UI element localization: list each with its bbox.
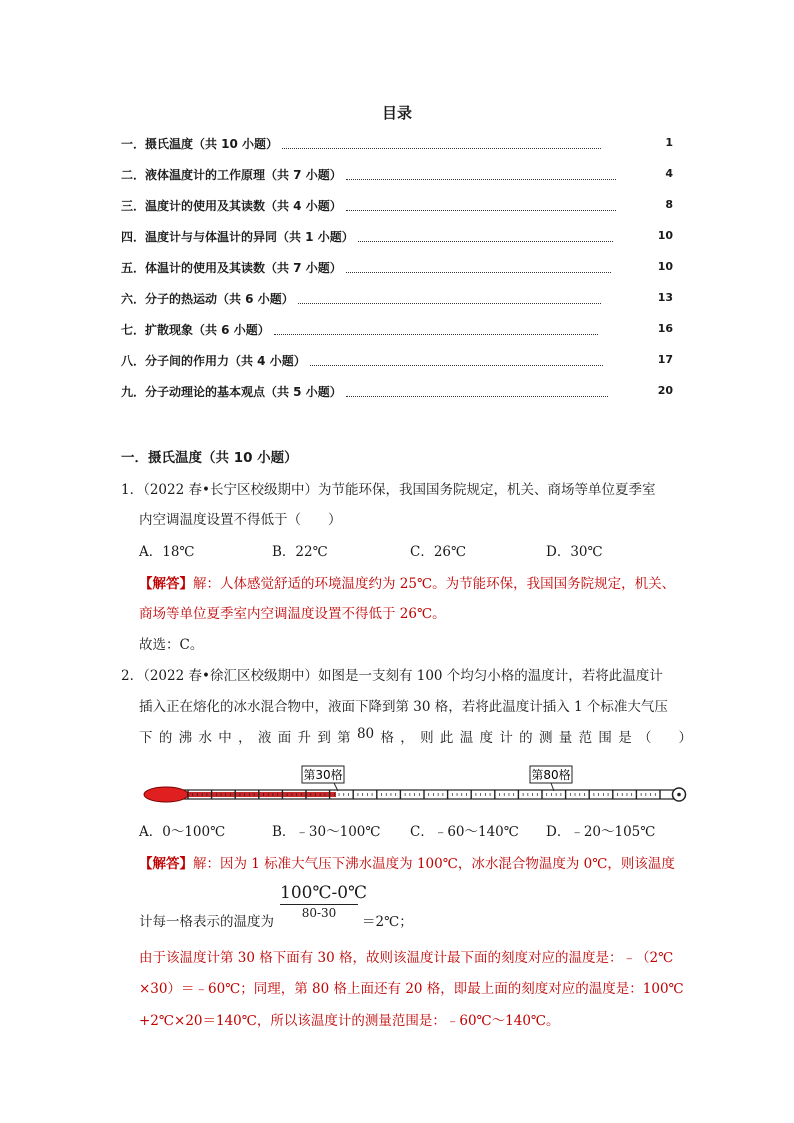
toc-leader-dots <box>346 272 611 273</box>
toc-item-page: 8 <box>665 198 673 211</box>
toc-item[interactable] <box>121 136 673 152</box>
toc-leader-dots <box>310 365 603 366</box>
toc-item[interactable] <box>121 384 673 400</box>
stem-char: 下 <box>139 730 153 746</box>
answer-tag: 【解答】 <box>139 576 193 592</box>
answer-tag: 【解答】 <box>139 856 193 872</box>
q2-answer-line2-suffix: ＝2℃； <box>362 914 413 930</box>
thermometer-end-dot <box>677 793 681 797</box>
toc-item-page: 4 <box>665 167 673 180</box>
toc-item-page: 1 <box>665 136 673 149</box>
stem-char: 水 <box>198 730 212 746</box>
q2-stem-line1: 2．（2022 春•徐汇区校级期中）如图是一支刻有 100 个均匀小格的温度计，若将此温度计 <box>121 668 663 684</box>
q1-choice: 故选：C。 <box>139 637 204 653</box>
toc-item-page: 10 <box>657 229 673 242</box>
stem-char: 度 <box>479 730 493 746</box>
stem-char: 升 <box>297 730 311 746</box>
stem-char: 液 <box>257 730 272 746</box>
stem-char: 此 <box>439 730 454 746</box>
stem-char: 80 <box>356 726 375 742</box>
stem-char: 沸 <box>178 730 193 746</box>
toc-item[interactable] <box>121 229 673 245</box>
stem-char: 的 <box>519 730 533 746</box>
toc-item[interactable] <box>121 353 673 369</box>
answer-text: 解：人体感觉舒适的环境温度约为 25℃。为节能环保，我国国务院规定，机关、 <box>193 576 676 592</box>
toc-leader-dots <box>358 241 613 242</box>
stem-char: 中 <box>218 730 232 746</box>
stem-char: 量 <box>558 730 573 746</box>
q1-stem-line1: 1．（2022 春•长宁区校级期中）为节能环保，我国国务院规定，机关、商场等单位夏季室 <box>121 482 656 498</box>
q2-stem-line2: 插入正在熔化的冰水混合物中，液面下降到第 30 格，若将此温度计插入 1 个标准大气压 <box>139 699 668 715</box>
fraction-bar <box>280 904 358 905</box>
q2-stem-line3 <box>139 726 692 746</box>
stem-char: （ ） <box>638 730 692 746</box>
q2-option-b: B．﹣30～100℃ <box>272 824 381 840</box>
stem-char: 到 <box>317 730 331 746</box>
stem-char: 计 <box>499 730 513 746</box>
q2-answer-line3: 由于该温度计第 30 格下面有 30 格，故则该温度计最下面的刻度对应的温度是：﹣（2℃ <box>139 950 674 966</box>
q2-answer-line4: ×30）＝﹣60℃；同理，第 80 格上面还有 20 格，即最上面的刻度对应的温度是：100℃ <box>139 981 684 997</box>
stem-char: 第 <box>337 730 351 746</box>
thermometer-scale <box>188 790 660 799</box>
toc-leader-dots <box>282 148 601 149</box>
fraction-denominator: 80-30 <box>301 906 337 920</box>
answer-text: 解：因为 1 标准大气压下沸水温度为 100℃，冰水混合物温度为 0℃，则该温度 <box>193 856 675 872</box>
toc-item-page: 20 <box>657 384 673 397</box>
temperature-fraction <box>280 883 368 920</box>
q2-answer-line1 <box>139 852 675 872</box>
toc-leader-dots <box>274 334 598 335</box>
toc-item[interactable] <box>121 260 673 276</box>
q2-answer-line2-prefix: 计每一格表示的温度为 <box>139 914 274 930</box>
stem-char: 围 <box>598 730 612 746</box>
toc-item-label: 四．温度计与与体温计的异同（共 1 小题） <box>121 230 354 244</box>
q1-option-d: D．30℃ <box>546 544 603 560</box>
q1-stem-line2: 内空调温度设置不得低于（ ） <box>139 512 342 528</box>
toc-item[interactable] <box>121 322 673 338</box>
stem-char: 是 <box>618 730 632 746</box>
toc-item-page: 10 <box>657 260 673 273</box>
stem-char: 测 <box>538 730 553 746</box>
toc-item-label: 五．体温计的使用及其读数（共 7 小题） <box>121 261 342 275</box>
label-80-text: 第80格 <box>531 768 571 782</box>
thermometer-liquid-column <box>170 792 336 797</box>
label-30-text: 第30格 <box>303 768 343 782</box>
toc-leader-dots <box>346 179 616 180</box>
stem-char: 面 <box>277 730 292 746</box>
toc-item-label: 八．分子间的作用力（共 4 小题） <box>121 354 306 368</box>
toc-item-label: 二．液体温度计的工作原理（共 7 小题） <box>121 168 342 182</box>
stem-char: 温 <box>459 730 474 746</box>
toc-title: 目录 <box>381 104 412 122</box>
q2-answer-line5: +2℃×20＝140℃，所以该温度计的测量范围是：﹣60℃～140℃。 <box>139 1013 560 1029</box>
q1-option-c: C．26℃ <box>410 544 467 560</box>
q1-option-b: B．22℃ <box>272 544 328 560</box>
toc-item[interactable] <box>121 167 673 183</box>
section-heading: 一．摄氏温度（共 10 小题） <box>121 450 298 466</box>
q2-option-c: C．﹣60～140℃ <box>410 824 519 840</box>
stem-char: 格 <box>380 730 394 746</box>
thermometer-bulb <box>144 787 188 802</box>
toc-item-label: 九．分子动理论的基本观点（共 5 小题） <box>121 385 342 399</box>
toc-item-label: 六．分子的热运动（共 6 小题） <box>121 292 294 306</box>
toc-item-page: 13 <box>657 291 673 304</box>
toc-item-label: 三．温度计的使用及其读数（共 4 小题） <box>121 199 342 213</box>
stem-char: ， <box>238 730 252 746</box>
q1-option-a: A．18℃ <box>139 544 195 560</box>
stem-char: 范 <box>578 730 593 746</box>
toc-item-page: 16 <box>657 322 673 335</box>
toc-item-label: 一．摄氏温度（共 10 小题） <box>121 137 279 151</box>
toc-leader-dots <box>346 396 608 397</box>
q2-option-d: D．﹣20～105℃ <box>546 824 656 840</box>
toc-leader-dots <box>298 303 601 304</box>
toc-item-page: 17 <box>657 353 673 366</box>
stem-char: ， <box>400 730 414 746</box>
q1-answer-line2: 商场等单位夏季室内空调温度设置不得低于 26℃。 <box>139 606 446 622</box>
stem-char: 的 <box>158 730 173 746</box>
fraction-numerator: 100℃-0℃ <box>280 883 368 903</box>
toc-leader-dots <box>346 210 616 211</box>
toc-item[interactable] <box>121 198 673 214</box>
toc-item[interactable] <box>121 291 673 307</box>
toc-item-label: 七．扩散现象（共 6 小题） <box>121 323 270 337</box>
stem-char: 则 <box>420 730 434 746</box>
thermometer-figure <box>140 764 688 814</box>
q1-answer-line1 <box>139 572 675 592</box>
q2-option-a: A．0～100℃ <box>139 824 226 840</box>
